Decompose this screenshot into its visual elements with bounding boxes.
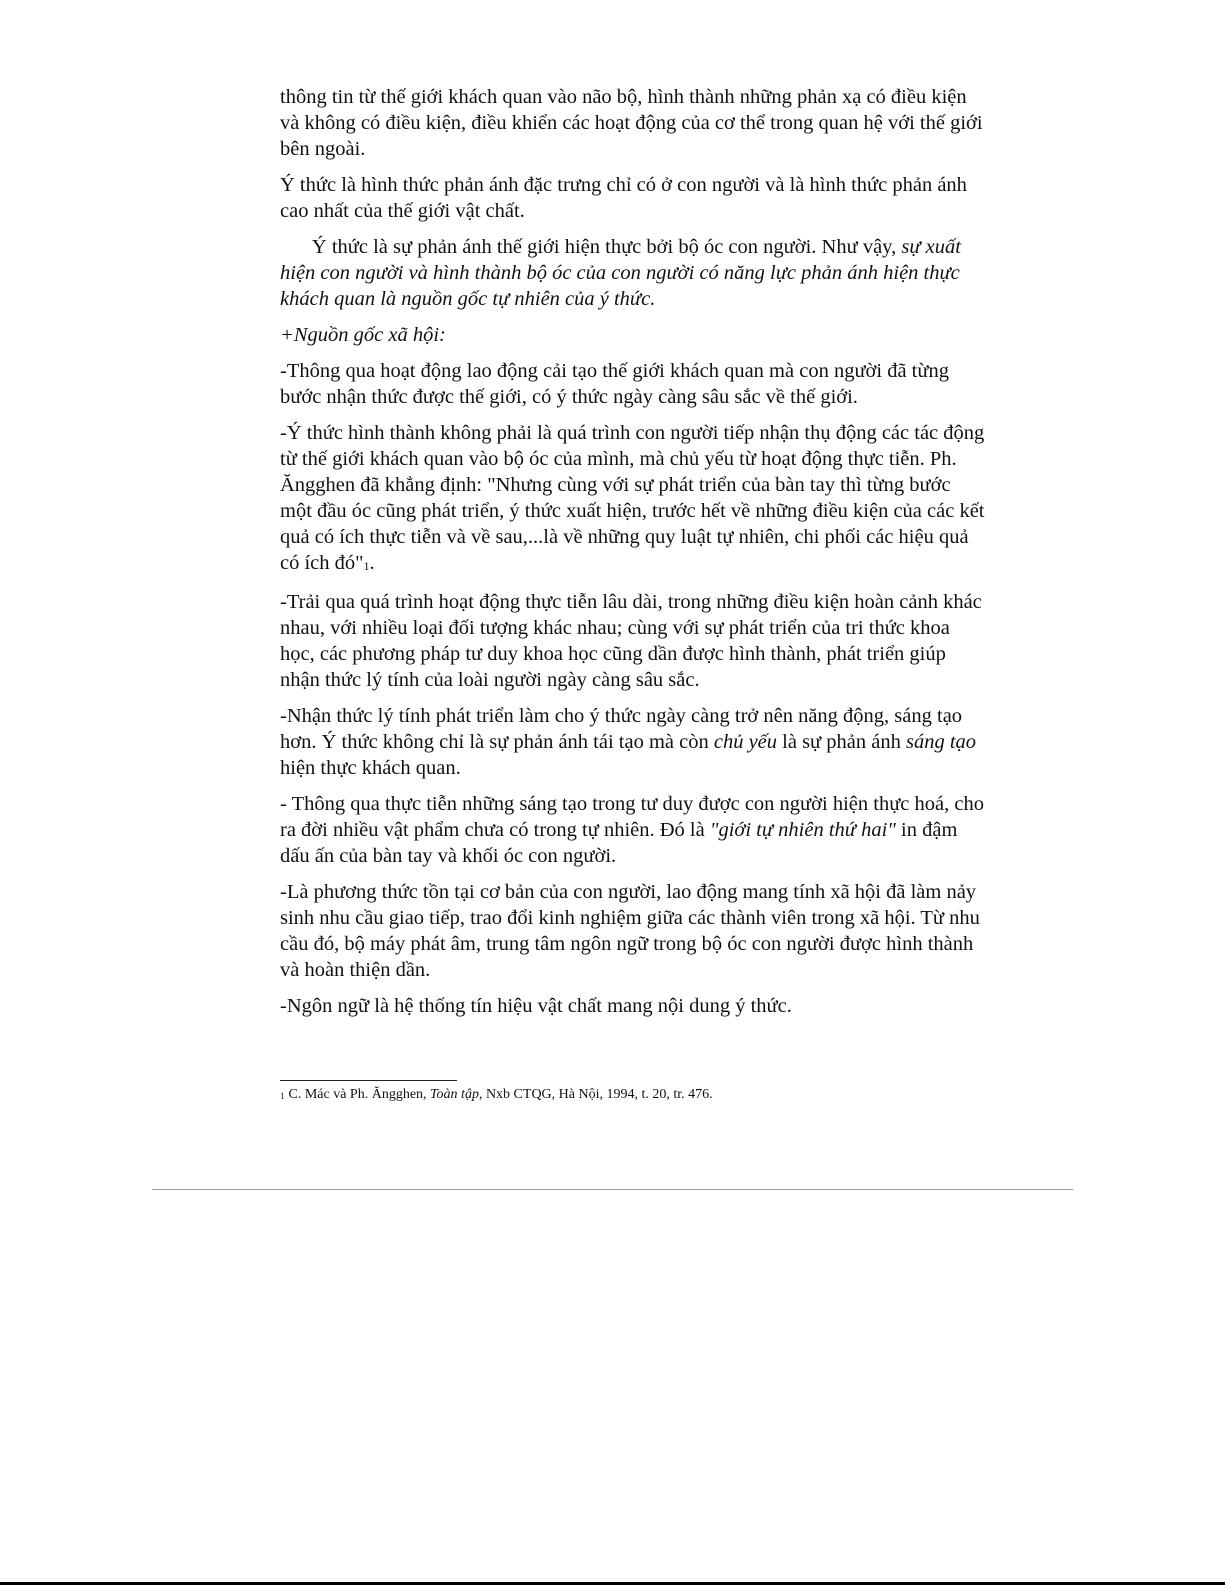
paragraph-6 bbox=[280, 420, 985, 579]
paragraph-8-c: hiện thực khách quan. bbox=[280, 757, 461, 779]
page-break-divider bbox=[152, 1189, 1073, 1190]
paragraph-3-lead:   Ý thức là sự phản ánh thế giới hiện thực bởi bộ óc con người. Như vậy, bbox=[280, 236, 902, 258]
paragraph-2: Ý thức là hình thức phản ánh đặc trưng chỉ có ở con người và là hình thức phản ánh cao nhất của thế giới vật chất. bbox=[280, 174, 967, 222]
paragraph-8-italic-2: sáng tạo bbox=[906, 731, 977, 753]
footnote-text-a: C. Mác và Ph. Ăngghen bbox=[288, 1087, 424, 1102]
paragraph-6-end: . bbox=[369, 552, 375, 574]
section-heading-text: +Nguồn gốc xã hội: bbox=[280, 324, 446, 346]
footnote-reference[interactable]: 1 bbox=[363, 559, 370, 573]
paragraph-10: -Là phương thức tồn tại cơ bản của con người, lao động mang tính xã hội đã làm nảy sinh nhu cầu giao tiếp, trao đổi kinh nghiệm giữa các thành viên trong xã hội. Từ nhu cầu đó, bộ máy phát âm, trung tâm ngôn ngữ trong bộ óc con người được hình thành và hoàn thiện dần. bbox=[280, 881, 980, 981]
paragraph-6-text: -Ý thức hình thành không phải là quá trình con người tiếp nhận thụ động các tác động từ thế giới khách quan vào bộ óc của mình, mà chủ yếu từ hoạt động thực tiễn. Ph. Ăngghen đã khẳng định: "Nhưng cùng với sự phát triển của bàn tay thì từng bước một đầu óc cũng phát triển, ý thức xuất hiện, trước hết về những điều kiện của các kết quả có ích thực tiễn và về sau,...là về những quy luật tự nhiên, chi phối các hiệu quả có ích đó" bbox=[280, 422, 985, 574]
paragraph-11: -Ngôn ngữ là hệ thống tín hiệu vật chất mang nội dung ý thức. bbox=[280, 995, 792, 1017]
paragraph-5: -Thông qua hoạt động lao động cải tạo thế giới khách quan mà con người đã từng bước nhận thức được thế giới, có ý thức ngày càng sâu sắc về thế giới. bbox=[280, 360, 949, 408]
paragraph-8-b: là sự phản ánh bbox=[777, 731, 906, 753]
paragraph-9-b: in đậm dấu ấn của bàn tay và khối óc con người. bbox=[280, 819, 958, 867]
footnote-text-italic: , Toàn tập bbox=[423, 1087, 479, 1102]
footnote bbox=[280, 1086, 985, 1105]
paragraph-3 bbox=[280, 234, 985, 312]
document-body bbox=[280, 84, 985, 1029]
paragraph-9 bbox=[280, 791, 985, 869]
paragraph-8-italic-1: chủ yếu bbox=[713, 731, 778, 753]
footnote-separator bbox=[280, 1080, 457, 1081]
paragraph-8 bbox=[280, 703, 985, 781]
footnote-mark: 1 bbox=[280, 1091, 285, 1101]
paragraph-9-italic: "giới tự nhiên thứ hai" bbox=[709, 819, 896, 841]
paragraph-8-a: -Nhận thức lý tính phát triển làm cho ý thức ngày càng trở nên năng động, sáng tạo hơn. Ý thức không chỉ là sự phản ánh tái tạo mà còn bbox=[280, 705, 963, 753]
paragraph-3-italic: sự xuất hiện con người và hình thành bộ óc của con người có năng lực phản ánh hiện thực khách quan là nguồn gốc tự nhiên của ý thức. bbox=[280, 236, 961, 310]
section-heading-social-origin bbox=[280, 322, 985, 348]
paragraph-9-a: - Thông qua thực tiễn những sáng tạo trong tư duy được con người hiện thực hoá, cho ra đời nhiều vật phẩm chưa có trong tự nhiên. Đó là bbox=[280, 793, 984, 841]
paragraph-7: -Trải qua quá trình hoạt động thực tiễn lâu dài, trong những điều kiện hoàn cảnh khác nhau, với nhiều loại đối tượng khác nhau; cùng với sự phát triển của tri thức khoa học, các phương pháp tư duy khoa học cũng dần được hình thành, phát triển giúp nhận thức lý tính của loài người ngày càng sâu sắc. bbox=[280, 591, 982, 691]
footnote-text-b: , Nxb CTQG, Hà Nội, 1994, t. 20, tr. 476. bbox=[478, 1087, 713, 1102]
paragraph-1: thông tin từ thế giới khách quan vào não bộ, hình thành những phản xạ có điều kiện và không có điều kiện, điều khiển các hoạt động của cơ thể trong quan hệ với thế giới bên ngoài. bbox=[280, 86, 983, 160]
